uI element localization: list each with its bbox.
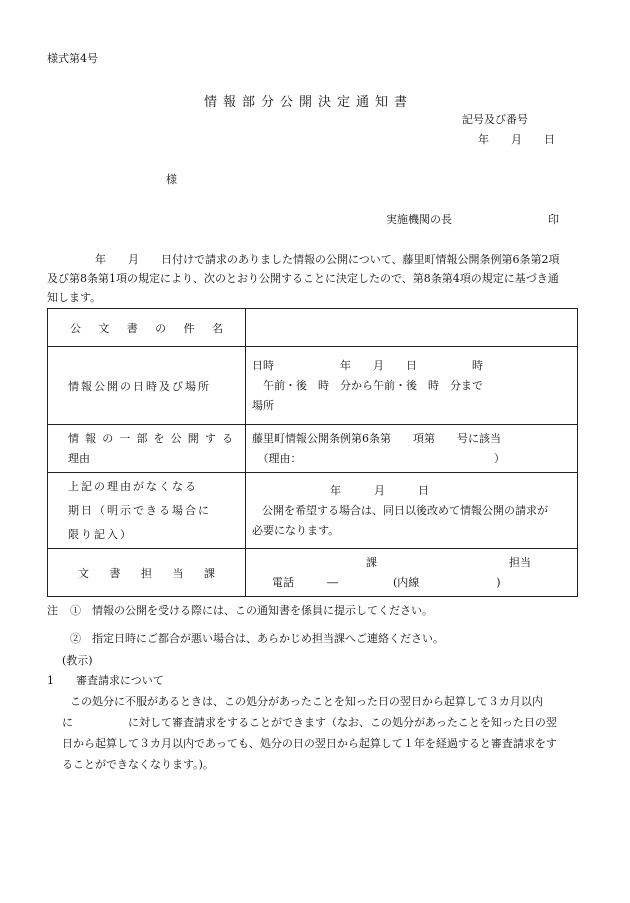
department-line: 課 担当 [366,555,531,569]
notice-line: 必要になります。 [252,523,340,537]
section-line-2: に に対して審査請求をすることができます（なお、この処分があったことを知った日の翌 [62,716,557,729]
reference-number-label: 記号及び番号 [462,113,528,126]
label-char: 当 [172,566,184,580]
document-title: 情報部分公開決定通知書 [204,95,414,110]
label-char: 件 [183,321,195,335]
disclosure-table [47,308,578,597]
date-time-line: 日時 年 月 日 時 [252,358,483,372]
label-char: 文 [78,566,89,580]
instruction-heading: (教示) [62,654,93,667]
label-char: 書 [109,566,121,580]
seal-mark: 印 [548,213,559,226]
note-prefix: 注 [47,604,58,617]
label-reason [48,425,246,473]
label-char: 部 [136,431,148,445]
form-number: 様式第4号 [47,52,98,65]
label-char: 課 [204,566,215,580]
label-text: 上記の理由がなくなる [68,479,198,493]
date-line: 年 月 日 [478,133,555,146]
intro-line-1: 年 月 日付けで請求のありました情報の公開について、藤里町情報公開条例第6条第2項 [95,253,560,266]
label-date-place [48,347,246,425]
section-line-4: ることができなくなります。)。 [62,758,214,771]
value-department [246,549,578,597]
note-1: ① 情報の公開を受ける際には、この通知書を係員に提示してください。 [70,604,433,617]
label-char: る [221,431,233,445]
label-char: す [204,431,216,445]
phone-line: 電話 ― (内線 ) [272,575,501,589]
value-expiry [246,473,578,549]
label-text: 情報公開の日時及び場所 [68,379,211,393]
label-char: 開 [187,431,199,445]
label-text: 期日（明示できる場合に [68,503,211,517]
label-document-name [48,309,246,347]
label-department [48,549,246,597]
label-expiry [48,473,246,549]
intro-line-3: 知します。 [47,291,102,304]
label-char: 公 [170,431,182,445]
label-char: 担 [141,566,152,580]
addressee-suffix: 様 [166,173,177,186]
value-date-place [246,347,578,425]
ordinance-line: 藤里町情報公開条例第6条第 項第 号に該当 [252,431,501,445]
label-char: 文 [98,321,110,335]
label-char: 名 [211,321,223,335]
label-char: の [155,321,167,335]
row-date-place [48,347,578,425]
intro-line-2: 及び第8条第1項の規定により、次のとおり公開することに決定したので、第8条第4項の規定に基づき通 [47,272,559,285]
label-char: 報 [85,431,97,445]
row-document-name [48,309,578,347]
label-char: 書 [126,321,138,335]
section-line-1: この処分に不服があるときは、この処分があったことを知った日の翌日から起算して３カ月以内 [70,695,543,708]
value-document-name [246,309,578,347]
section-heading: 1 審査請求について [47,674,164,687]
notice-line: 公開を希望する場合は、同日以後改めて情報公開の請求が [262,503,548,517]
sender-title: 実施機関の長 [386,213,452,226]
time-range-line: 午前・後 時 分から午前・後 時 分まで [252,378,483,392]
note-2: ② 指定日時にご都合が悪い場合は、あらかじめ担当課へご連絡ください。 [70,632,444,645]
label-char: 一 [119,431,131,445]
reason-line: （理由： ） [252,451,505,465]
label-char: 公 [70,321,81,335]
label-text: 理由 [68,451,90,465]
row-department [48,549,578,597]
label-char: の [102,431,114,445]
label-text: 限り記入） [68,527,133,541]
label-char: を [153,431,165,445]
expiry-date-line: 年 月 日 [330,483,429,497]
row-expiry [48,473,578,549]
section-line-3: 日から起算して３カ月以内であっても、処分の日の翌日から起算して１年を経過すると審査請求をす [62,737,557,750]
place-line: 場所 [252,398,274,412]
row-reason [48,425,578,473]
label-char: 情 [68,431,79,445]
value-reason [246,425,578,473]
